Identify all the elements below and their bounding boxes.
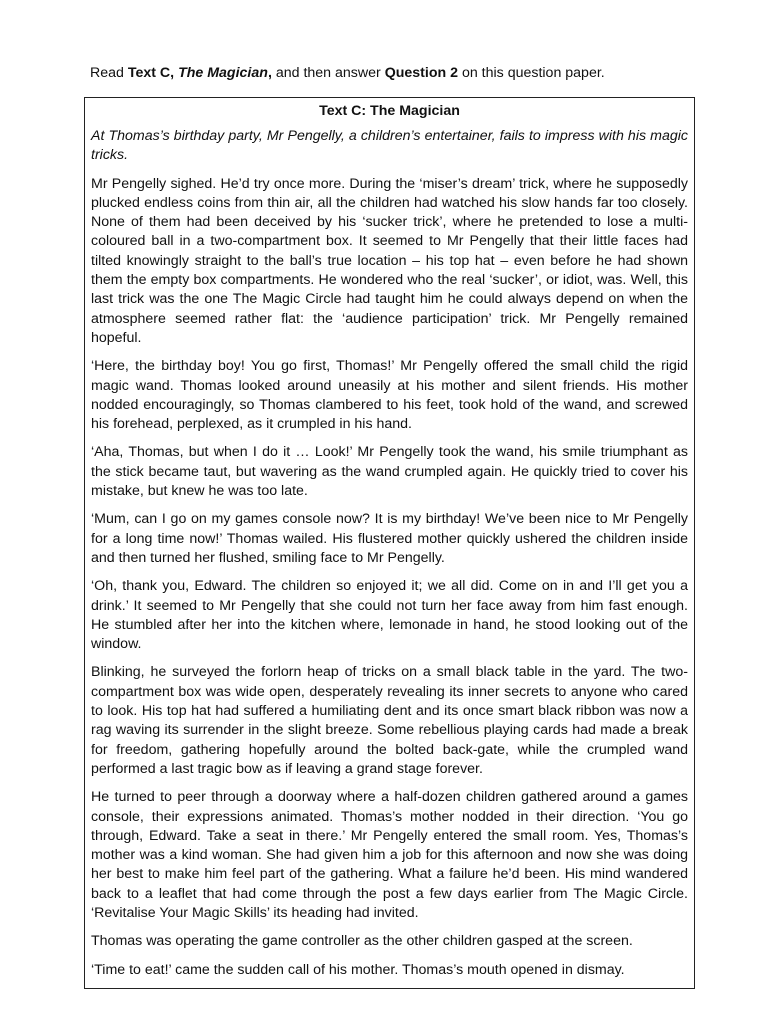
paragraph-8: Thomas was operating the game controller as the other children gasped at the screen. [91, 933, 633, 950]
intro-paragraph: At Thomas’s birthday party, Mr Pengelly, a children’s entertainer, fails to impress with his magic tricks. [91, 128, 688, 164]
paragraph-2: ‘Here, the birthday boy! You go first, Thomas!’ Mr Pengelly offered the small child the rigid magic wand. Thomas looked around uneasily at his mother and silent friends. His mother nodded encouragingly, so Thomas clambered to his feet, took hold of the wand, and screwed his forehead, perplexed, as it crumpled in his hand. [91, 358, 688, 433]
paragraph-3: ‘Aha, Thomas, but when I do it … Look!’ Mr Pengelly took the wand, his smile triumphant as the stick became taut, but wavering as the wand crumpled again. He quickly tried to cover his mistake, but knew he was too late. [91, 444, 688, 500]
instruction-title: The Magician [178, 65, 268, 81]
instruction-text-ref: Text C, [127, 65, 179, 81]
instruction-prefix: Read [90, 65, 128, 81]
paragraph-9: ‘Time to eat!’ came the sudden call of his mother. Thomas’s mouth opened in dismay. [91, 961, 625, 978]
paragraph-6: Blinking, he surveyed the forlorn heap of tricks on a small black table in the yard. The two-compartment box was wide open, desperately revealing its inner secrets to anyone who cared to look. His top hat had suffered a humiliating dent and its once smart black ribbon was now a rag waving its surrender in the slight breeze. Some rebellious playing cards had made a break for freedom, gathering hopefully around the bolted back-gate, while the crumpled wand performed a last tragic bow as if leaving a grand stage forever. [91, 664, 688, 777]
paragraph-4: ‘Mum, can I go on my games console now? It is my birthday! We’ve been nice to Mr Pengelly for a long time now!’ Thomas wailed. His flustered mother quickly ushered the children inside and then turned her flushed, smiling face to Mr Pengelly. [91, 511, 688, 566]
instruction-middle: and then answer [271, 65, 385, 81]
paragraph-7: He turned to peer through a doorway where a half-dozen children gathered around a games console, their expressions animated. Thomas’s mother nodded in their direction. ‘You go through, Edward. Take a seat in there.’ Mr Pengelly entered the small room. Yes, Thomas’s mother was a kind woman. She had given him a job for this afternoon and now she was doing her best to make him feel part of the gathering. What a failure he’d been. His mind wandered back to a leaflet that had come through the post a few days earlier from The Magic Circle. ‘Revitalise Your Magic Skills’ its heading had invited. [91, 789, 688, 921]
instruction-comma: , [267, 65, 272, 81]
box-title: Text C: The Magician [319, 103, 460, 119]
instruction-suffix: on this question paper. [458, 65, 605, 81]
paragraph-1: Mr Pengelly sighed. He’d try once more. During the ‘miser’s dream’ trick, where he supposedly plucked endless coins from thin air, all the children had watched his slow hands far too closely. None of them had been deceived by his ‘sucker trick’, where he pretended to lose a multi-coloured ball in a two-compartment box. It seemed to Mr Pengelly that their little faces had tilted knowingly straight to the ball’s true location – his top hat – even before he had shown them the empty box compartments. He wondered who the real ‘sucker’, or idiot, was. Well, this last trick was the one The Magic Circle had taught him he could always depend on when the atmosphere seemed rather flat: the ‘audience participation’ trick. Mr Pengelly remained hopeful. [91, 175, 688, 346]
text-c-box [84, 97, 695, 989]
instruction-question: Question 2 [384, 65, 459, 81]
paragraph-5: ‘Oh, thank you, Edward. The children so enjoyed it; we all did. Come on in and I’ll get you a drink.’ It seemed to Mr Pengelly that she could not turn her face away from him fast enough. He stumbled after her into the kitchen where, lemonade in hand, he stood looking out of the window. [91, 578, 688, 653]
instruction-line [90, 63, 605, 83]
